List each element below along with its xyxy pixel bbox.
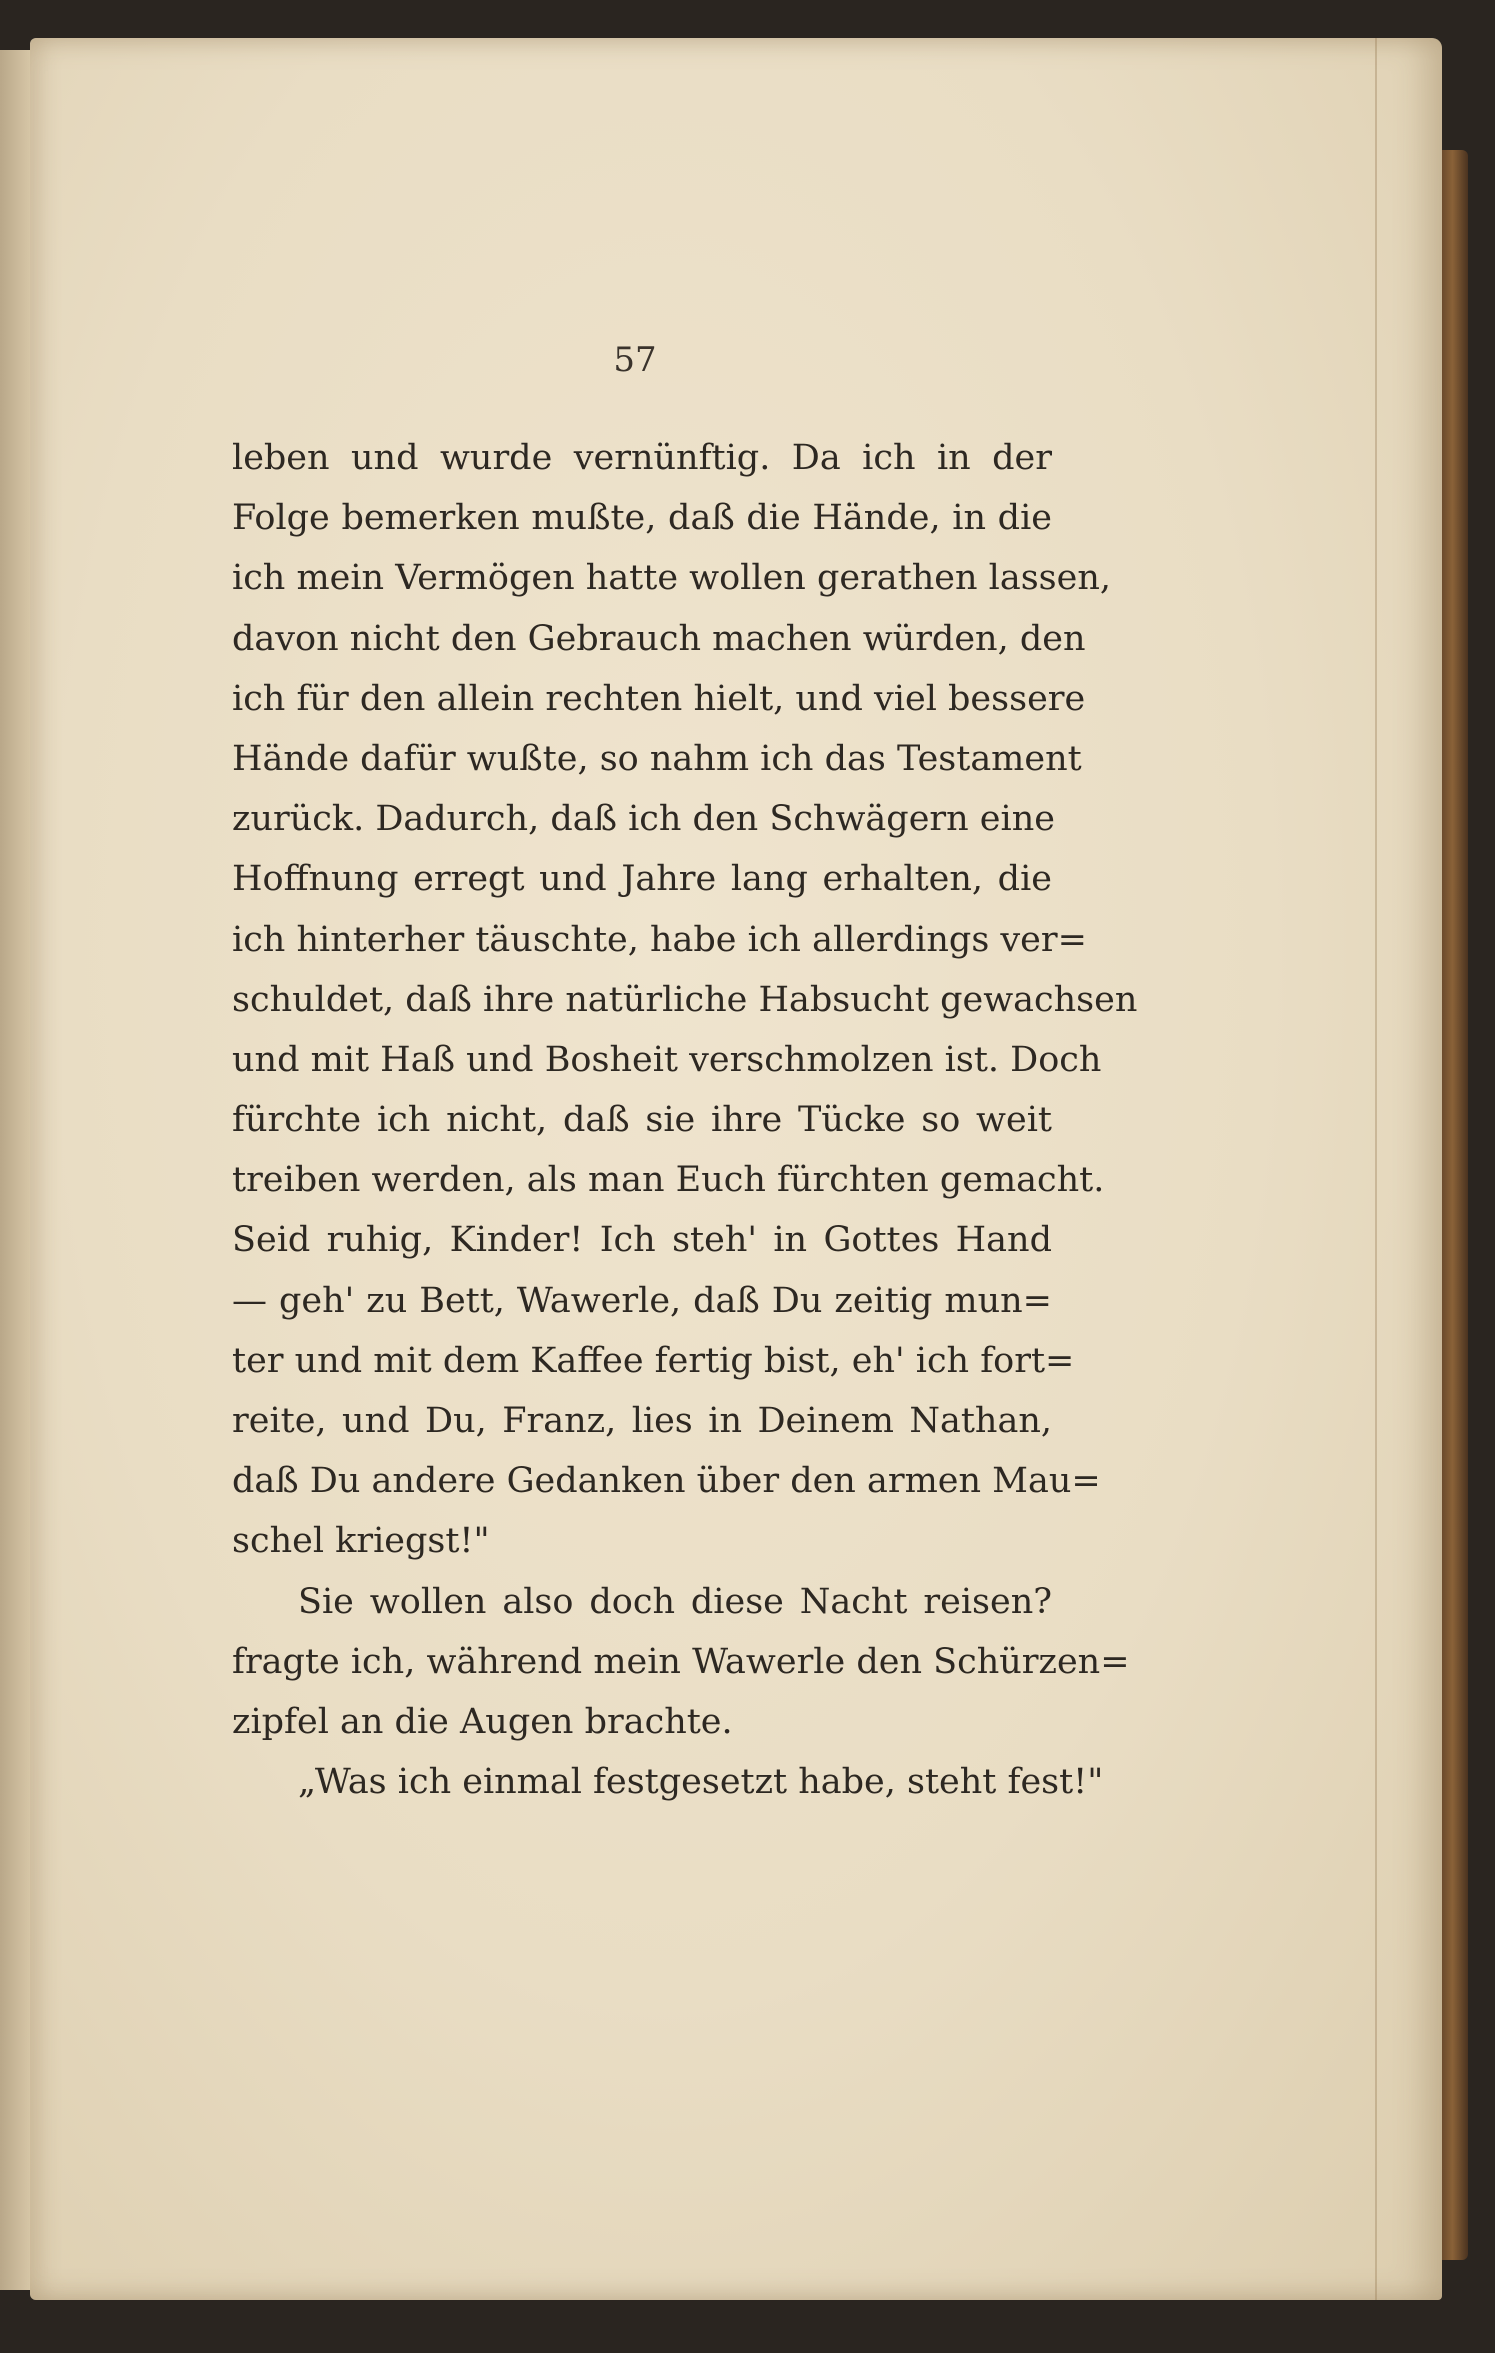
- text-line: schel kriegst!": [232, 1521, 490, 1562]
- body-text: [232, 428, 1138, 1812]
- book-cover-edge: [1442, 150, 1468, 2260]
- text-line: zurück. Dadurch, daß ich den Schwägern eine: [232, 799, 1055, 840]
- text-line: Seid ruhig, Kinder! Ich steh' in Gottes Hand: [232, 1220, 1052, 1261]
- text-line: und mit Haß und Bosheit verschmolzen ist. Doch: [232, 1039, 1102, 1080]
- text-line: daß Du andere Gedanken über den armen Mau=: [232, 1461, 1101, 1502]
- text-line: leben und wurde vernünftig. Da ich in der: [232, 438, 1052, 478]
- text-line: treiben werden, als man Euch fürchten gemacht.: [232, 1160, 1105, 1201]
- text-line: zipfel an die Augen brachte.: [232, 1701, 733, 1742]
- text-line: fürchte ich nicht, daß sie ihre Tücke so weit: [232, 1100, 1052, 1141]
- text-line: „Was ich einmal festgesetzt habe, steht fest!": [298, 1762, 1104, 1803]
- text-line: ich mein Vermögen hatte wollen gerathen lassen,: [232, 558, 1112, 599]
- page-fold-edge: [1375, 38, 1407, 2300]
- text-line: fragte ich, während mein Wawerle den Schürzen=: [232, 1641, 1130, 1682]
- text-line: — geh' zu Bett, Wawerle, daß Du zeitig mun=: [232, 1280, 1052, 1321]
- text-line: ich hinterher täuschte, habe ich allerdings ver=: [232, 919, 1087, 960]
- text-line: Hände dafür wußte, so nahm ich das Testament: [232, 738, 1082, 779]
- text-line: ich für den allein rechten hielt, und viel bessere: [232, 678, 1086, 719]
- previous-page-edge: [0, 50, 32, 2290]
- text-line: Folge bemerken mußte, daß die Hände, in die: [232, 498, 1052, 539]
- text-line: Hoffnung erregt und Jahre lang erhalten, die: [232, 859, 1052, 900]
- text-line: schuldet, daß ihre natürliche Habsucht gewachsen: [232, 979, 1138, 1020]
- text-line: reite, und Du, Franz, lies in Deinem Nathan,: [232, 1401, 1052, 1441]
- text-line: Sie wollen also doch diese Nacht reisen?: [298, 1581, 1052, 1622]
- page-number: 57: [613, 340, 657, 380]
- text-line: davon nicht den Gebrauch machen würden, den: [232, 618, 1086, 659]
- text-line: ter und mit dem Kaffee fertig bist, eh' ich fort=: [232, 1340, 1075, 1381]
